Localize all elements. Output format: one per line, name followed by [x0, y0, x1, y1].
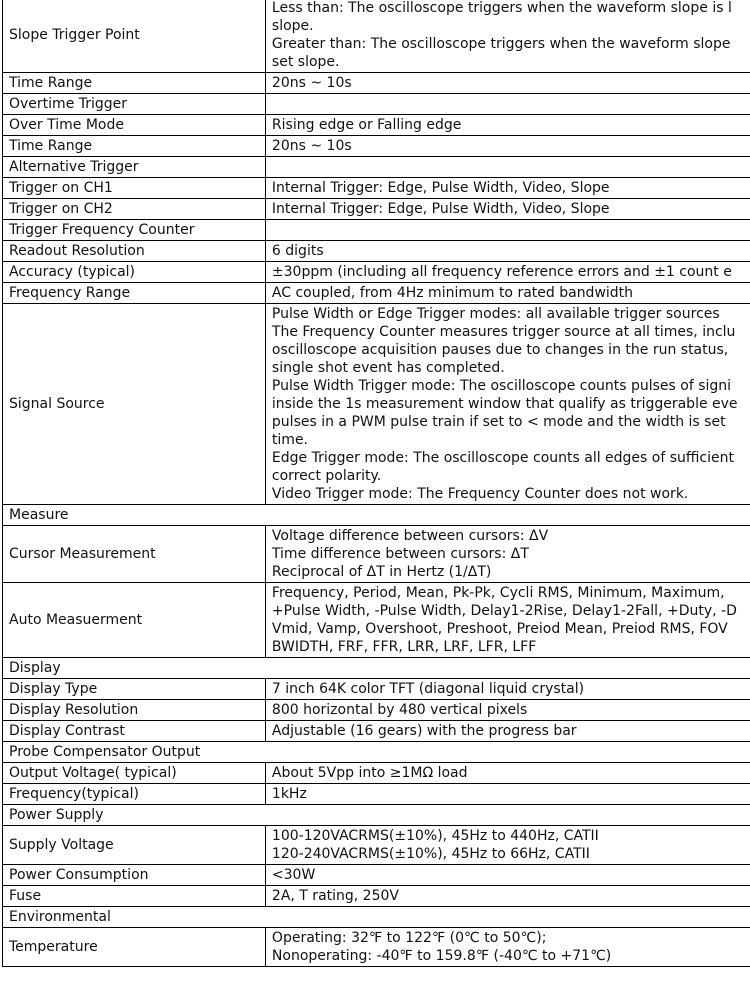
spec-value — [265, 928, 750, 967]
spec-value-line: oscilloscope acquisition pauses due to changes in the run status, — [271, 342, 729, 358]
spec-value — [265, 262, 750, 283]
spec-label: Display Contrast — [3, 721, 266, 742]
table-row — [3, 241, 750, 262]
spec-value-line: Pulse Width Trigger mode: The oscilloscope counts pulses of signi — [271, 378, 732, 394]
spec-value-line: 20ns ~ 10s — [271, 138, 352, 154]
spec-label: Time Range — [3, 136, 266, 157]
table-row — [3, 928, 750, 967]
table-row — [3, 262, 750, 283]
spec-label: Frequency(typical) — [3, 784, 266, 805]
spec-label: Fuse — [3, 886, 266, 907]
spec-value — [265, 700, 750, 721]
spec-label: Signal Source — [3, 304, 266, 505]
spec-value-line — [272, 158, 750, 176]
table-row — [3, 199, 750, 220]
spec-value-line: set slope. — [271, 54, 340, 70]
spec-value-line — [272, 95, 750, 113]
section-row — [3, 742, 750, 763]
table-row — [3, 679, 750, 700]
table-row — [3, 115, 750, 136]
spec-value-line: single shot event has completed. — [271, 360, 505, 376]
section-heading: Display — [3, 658, 750, 679]
spec-value-line: Reciprocal of ΔT in Hertz (1/ΔT) — [271, 564, 492, 580]
section-row — [3, 505, 750, 526]
spec-label: Trigger on CH1 — [3, 178, 266, 199]
spec-label: Auto Measuerment — [3, 583, 266, 658]
spec-value-line: 7 inch 64K color TFT (diagonal liquid crystal) — [271, 681, 585, 697]
spec-value-line: Voltage difference between cursors: ΔV — [271, 528, 549, 544]
table-row — [3, 94, 750, 115]
table-row — [3, 784, 750, 805]
spec-value-line: slope. — [271, 18, 314, 34]
spec-value — [265, 199, 750, 220]
spec-value-line: Rising edge or Falling edge — [271, 117, 462, 133]
section-row — [3, 658, 750, 679]
spec-value-line: Vmid, Vamp, Overshoot, Preshoot, Preiod Mean, Preiod RMS, FOV — [271, 621, 728, 637]
spec-label: Over Time Mode — [3, 115, 266, 136]
spec-label: Display Resolution — [3, 700, 266, 721]
spec-value-line: Video Trigger mode: The Frequency Counter does not work. — [271, 486, 689, 502]
spec-label: Output Voltage( typical) — [3, 763, 266, 784]
spec-value — [265, 886, 750, 907]
spec-value-line: Frequency, Period, Mean, Pk-Pk, Cycli RMS, Minimum, Maximum, — [271, 585, 725, 601]
spec-value — [265, 679, 750, 700]
table-row — [3, 178, 750, 199]
spec-label: Readout Resolution — [3, 241, 266, 262]
spec-value-line: correct polarity. — [271, 468, 382, 484]
spec-label: Slope Trigger Point — [3, 0, 266, 73]
table-row — [3, 826, 750, 865]
spec-value-line: Edge Trigger mode: The oscilloscope counts all edges of sufficient — [271, 450, 734, 466]
table-row — [3, 886, 750, 907]
table-row — [3, 283, 750, 304]
table-row — [3, 763, 750, 784]
table-row — [3, 304, 750, 505]
spec-value — [265, 178, 750, 199]
spec-table — [2, 0, 750, 967]
spec-value — [265, 73, 750, 94]
spec-table-body — [3, 0, 750, 967]
spec-value — [265, 241, 750, 262]
spec-value-line: Greater than: The oscilloscope triggers when the waveform slope — [271, 36, 731, 52]
spec-value-line: pulses in a PWM pulse train if set to < mode and the width is set — [271, 414, 726, 430]
spec-value-line: 800 horizontal by 480 vertical pixels — [271, 702, 528, 718]
table-row — [3, 700, 750, 721]
spec-value-line: Less than: The oscilloscope triggers when the waveform slope is l — [271, 0, 732, 16]
spec-value-line: 2A, T rating, 250V — [271, 888, 399, 904]
spec-label: Accuracy (typical) — [3, 262, 266, 283]
spec-value-line: Pulse Width or Edge Trigger modes: all available trigger sources — [271, 306, 720, 322]
spec-value — [265, 721, 750, 742]
section-heading: Power Supply — [3, 805, 750, 826]
spec-value — [265, 526, 750, 583]
spec-value-line: <30W — [271, 867, 316, 883]
spec-value-line: 20ns ~ 10s — [271, 75, 352, 91]
spec-value-line: 6 digits — [271, 243, 324, 259]
spec-value-line: 100-120VACRMS(±10%), 45Hz to 440Hz, CATII — [271, 828, 599, 844]
spec-value-line: 120-240VACRMS(±10%), 45Hz to 66Hz, CATII — [271, 846, 590, 862]
table-row — [3, 73, 750, 94]
spec-label: Temperature — [3, 928, 266, 967]
spec-label: Time Range — [3, 73, 266, 94]
spec-value-line: About 5Vpp into ≥1MΩ load — [271, 765, 468, 781]
spec-value-line: Operating: 32℉ to 122℉ (0℃ to 50℃); — [271, 930, 547, 946]
spec-label: Display Type — [3, 679, 266, 700]
spec-value — [265, 283, 750, 304]
section-row — [3, 805, 750, 826]
spec-label: Trigger Frequency Counter — [3, 220, 266, 241]
section-heading: Probe Compensator Output — [3, 742, 750, 763]
table-row — [3, 157, 750, 178]
spec-value — [265, 220, 750, 241]
spec-value-line: The Frequency Counter measures trigger source at all times, inclu — [271, 324, 736, 340]
spec-value — [265, 115, 750, 136]
table-row — [3, 583, 750, 658]
spec-value — [265, 763, 750, 784]
spec-value — [265, 304, 750, 505]
spec-value-line: Internal Trigger: Edge, Pulse Width, Video, Slope — [271, 180, 610, 196]
spec-value — [265, 784, 750, 805]
spec-value — [265, 865, 750, 886]
spec-value-line: 1kHz — [271, 786, 307, 802]
spec-value-line: ±30ppm (including all frequency reference errors and ±1 count e — [271, 264, 732, 280]
table-row — [3, 0, 750, 73]
spec-value-line — [272, 221, 750, 239]
table-row — [3, 136, 750, 157]
spec-value — [265, 0, 750, 73]
table-row — [3, 865, 750, 886]
spec-value — [265, 94, 750, 115]
spec-value-line: Internal Trigger: Edge, Pulse Width, Video, Slope — [271, 201, 610, 217]
spec-label: Cursor Measurement — [3, 526, 266, 583]
table-row — [3, 526, 750, 583]
spec-label: Alternative Trigger — [3, 157, 266, 178]
section-heading: Measure — [3, 505, 750, 526]
table-row — [3, 721, 750, 742]
spec-value-line: Adjustable (16 gears) with the progress bar — [271, 723, 577, 739]
spec-value-line: inside the 1s measurement window that qualify as triggerable eve — [271, 396, 738, 412]
spec-value-line: Nonoperating: -40℉ to 159.8℉ (-40℃ to +71℃) — [271, 948, 612, 964]
spec-label: Frequency Range — [3, 283, 266, 304]
spec-value-line: Time difference between cursors: ΔT — [271, 546, 529, 562]
table-row — [3, 220, 750, 241]
spec-value — [265, 583, 750, 658]
spec-value — [265, 157, 750, 178]
spec-label: Supply Voltage — [3, 826, 266, 865]
section-heading: Environmental — [3, 907, 750, 928]
spec-label: Trigger on CH2 — [3, 199, 266, 220]
spec-value-line: AC coupled, from 4Hz minimum to rated bandwidth — [271, 285, 634, 301]
spec-value-line: time. — [271, 432, 309, 448]
spec-value-line: +Pulse Width, -Pulse Width, Delay1-2Rise, Delay1-2Fall, +Duty, -D — [271, 603, 737, 619]
spec-value-line: BWIDTH, FRF, FFR, LRR, LRF, LFR, LFF — [271, 639, 537, 655]
spec-label: Power Consumption — [3, 865, 266, 886]
spec-value — [265, 826, 750, 865]
spec-label: Overtime Trigger — [3, 94, 266, 115]
spec-value — [265, 136, 750, 157]
section-row — [3, 907, 750, 928]
